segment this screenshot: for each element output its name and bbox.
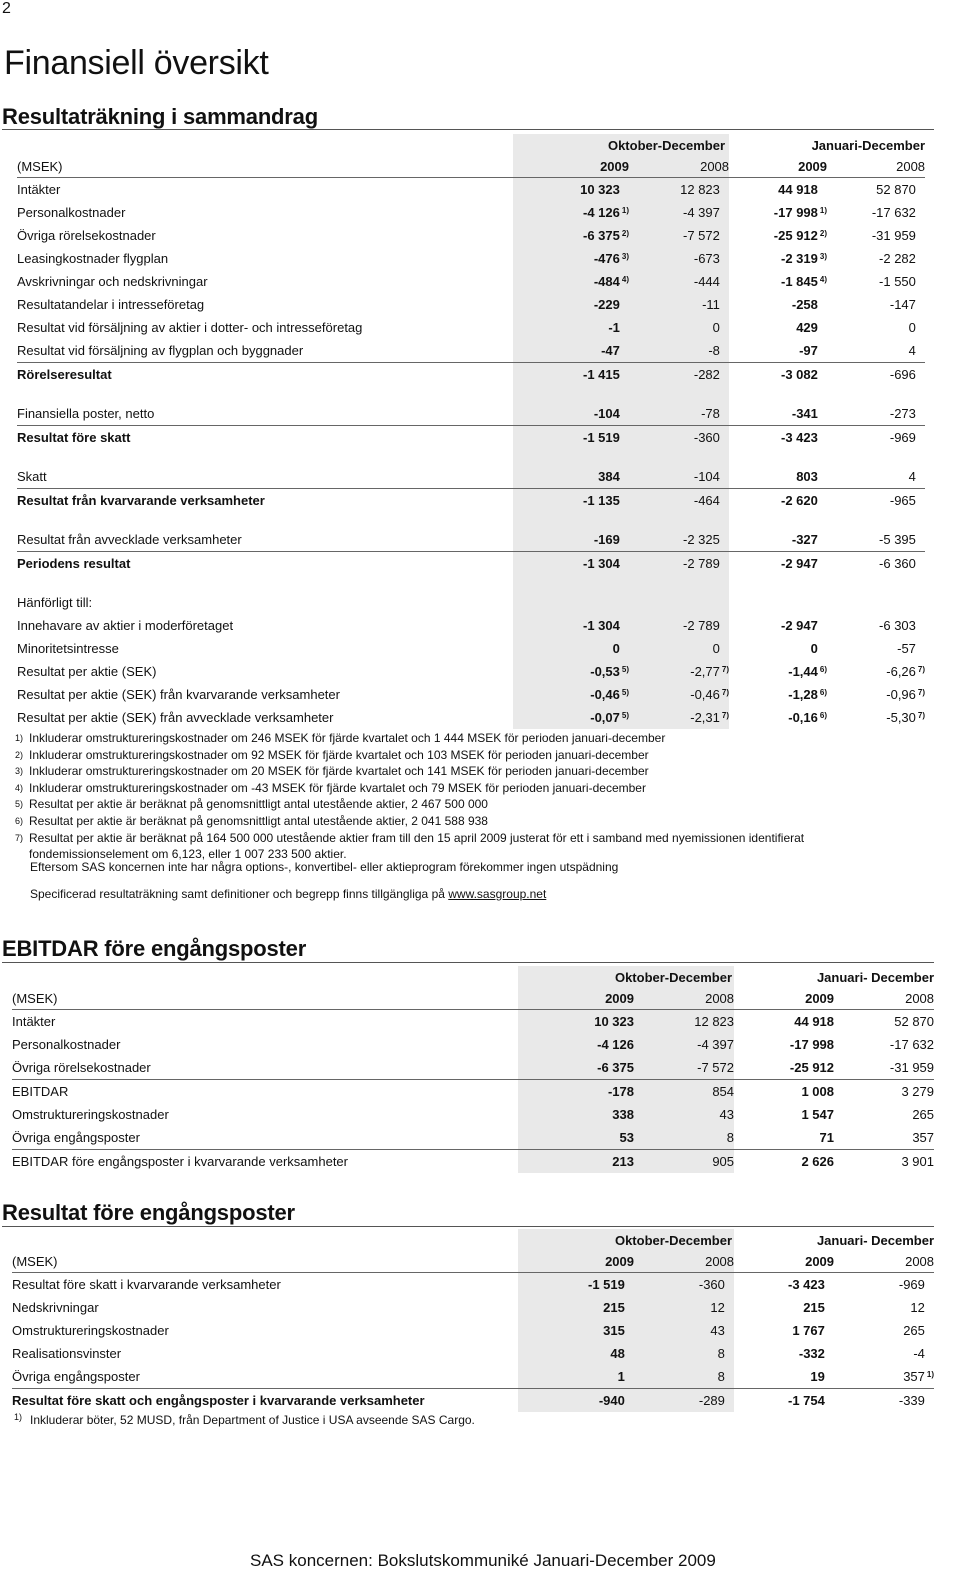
footnote-ref: 7) xyxy=(721,688,730,697)
table-row xyxy=(12,1033,934,1056)
cell-value: -104 xyxy=(629,465,729,489)
cell-value: -5 395 xyxy=(827,528,925,552)
unit-label: (MSEK) xyxy=(12,1251,518,1273)
footnote-ref: 4) xyxy=(819,275,828,284)
cell-value: -6 303 xyxy=(879,618,916,633)
cell-value: 429 xyxy=(796,320,818,335)
cell-value: 384 xyxy=(513,465,629,489)
table-row xyxy=(12,1080,934,1104)
year-header: 2008 xyxy=(629,156,729,178)
table-row xyxy=(17,363,925,387)
row-label: Resultat före skatt och engångsposter i kvarvarande verksamheter xyxy=(12,1393,425,1408)
cell-value: 52 870 xyxy=(894,1014,935,1029)
cell-value: -2 947 xyxy=(781,556,818,571)
cell-value: -360 xyxy=(629,426,729,450)
footnote: 3) Inkluderar omstruktureringskostnader om 20 MSEK för fjärde kvartalet och 141 MSEK för perioden januari-december xyxy=(15,764,649,779)
footnote: 5) Resultat per aktie är beräknat på genomsnittligt antal utestående aktier, 2 467 500 000 xyxy=(15,797,488,812)
year-header: 2009 xyxy=(729,156,827,178)
table-row xyxy=(12,1010,934,1034)
cell-value: -104 xyxy=(513,402,629,426)
cell-value: -273 xyxy=(827,402,925,426)
row-label: Innehavare av aktier i moderföretaget xyxy=(17,618,234,633)
cell-value: -0,96 $^{7)}$ xyxy=(886,687,926,702)
table-row xyxy=(17,270,925,293)
table-row xyxy=(17,339,925,363)
table-row xyxy=(12,1150,934,1174)
cell-value: -0,16 $^{6)}$ xyxy=(788,710,828,725)
table-row xyxy=(12,1365,934,1389)
cell-value: -1 550 xyxy=(879,274,916,289)
cell-value: -2 325 xyxy=(629,528,729,552)
cell-value: 0 xyxy=(629,316,729,339)
cell-value: 357 $^{1)}$ xyxy=(834,1365,934,1389)
cell-value: -0,46 $^{5)}$ xyxy=(513,683,629,706)
cell-value: -360 xyxy=(634,1273,734,1297)
row-label: Övriga engångsposter xyxy=(12,1126,518,1150)
section-heading-result-before-items: Resultat före engångsposter xyxy=(2,1200,295,1225)
cell-value: -1,28 $^{6)}$ xyxy=(788,687,828,702)
cell-value: -0,53 $^{5)}$ xyxy=(513,660,629,683)
row-label: Avskrivningar och nedskrivningar xyxy=(17,274,208,289)
cell-value: -1 754 xyxy=(788,1393,825,1408)
cell-value: -31 959 xyxy=(871,228,916,243)
cell-value: 0 xyxy=(513,637,629,660)
cell-value: 43 xyxy=(634,1319,734,1342)
cell-value: 12 823 xyxy=(629,178,729,202)
cell-value: -2 789 xyxy=(629,614,729,637)
col-group-jan-dec: Januari-December xyxy=(811,137,926,153)
cell-value: 1 547 xyxy=(801,1107,835,1122)
table-row xyxy=(17,247,925,270)
table-row xyxy=(12,1389,934,1413)
cell-value: -229 xyxy=(513,293,629,316)
row-label: Övriga rörelsekostnader xyxy=(17,228,156,243)
row-label: Skatt xyxy=(17,465,513,489)
cell-value: -2 789 xyxy=(629,552,729,576)
footnote-ref: 5) xyxy=(621,688,629,697)
cell-value: -673 xyxy=(629,247,729,270)
col-group-oct-dec: Oktober-December xyxy=(518,966,734,988)
table-row xyxy=(12,1342,934,1365)
cell-value: -289 xyxy=(634,1389,734,1413)
footnote: 6) Resultat per aktie är beräknat på genomsnittligt antal utestående aktier, 2 041 588 938 xyxy=(15,813,488,828)
footnote-ref: 6) xyxy=(819,665,828,674)
cell-value: 803 xyxy=(729,465,827,489)
cell-value: -1 845 $^{4)}$ xyxy=(781,274,828,289)
cell-value: 4 xyxy=(827,339,925,363)
cell-value: 3 901 xyxy=(901,1154,935,1169)
cell-value: -17 632 xyxy=(889,1037,935,1052)
row-label: Personalkostnader xyxy=(17,205,126,220)
year-header: 2008 xyxy=(634,1251,734,1273)
section-heading-ebitdar: EBITDAR före engångsposter xyxy=(2,936,307,961)
cell-value: 53 xyxy=(518,1126,634,1150)
page-title: Finansiell översikt xyxy=(4,44,269,82)
footnote-ref: 2) xyxy=(621,229,629,238)
row-label: Intäkter xyxy=(12,1014,56,1029)
cell-value: 0 xyxy=(908,320,916,335)
table-row xyxy=(12,1296,934,1319)
income-statement-table xyxy=(17,134,925,729)
cell-value: -6,26 $^{7)}$ xyxy=(886,664,926,679)
footnote-ref: 7) xyxy=(721,711,730,720)
cell-value: -940 xyxy=(518,1389,634,1413)
footnote-mark: 1) xyxy=(14,1412,23,1422)
cell-value: -476 $^{3)}$ xyxy=(513,247,629,270)
cell-value: 19 xyxy=(734,1365,834,1389)
table-row xyxy=(17,293,925,316)
row-label: Finansiella poster, netto xyxy=(17,402,513,426)
cell-value: 3 279 xyxy=(901,1084,935,1099)
cell-value: 0 xyxy=(810,641,818,656)
cell-value: 10 323 xyxy=(513,178,629,202)
cell-value: -78 xyxy=(629,402,729,426)
cell-value: 1 xyxy=(518,1365,634,1389)
table-row xyxy=(17,528,925,552)
year-header: 2008 xyxy=(827,156,925,178)
cell-value: 12 xyxy=(634,1296,734,1319)
cell-value: 905 xyxy=(634,1150,734,1174)
year-header: 2008 xyxy=(834,988,934,1010)
cell-value: 12 xyxy=(910,1300,925,1315)
cell-value: -6 360 xyxy=(879,556,916,571)
cell-value: -1 415 xyxy=(513,363,629,387)
footnote-ref: 4) xyxy=(621,275,629,284)
cell-value: 338 xyxy=(518,1103,634,1126)
footnote-text: Inkluderar böter, 52 MUSD, från Department of Justice i USA avseende SAS Cargo. xyxy=(30,1413,475,1427)
year-header: 2009 xyxy=(513,156,629,178)
unit-label: (MSEK) xyxy=(12,988,518,1010)
year-header: 2009 xyxy=(734,988,834,1010)
section-heading-income-statement: Resultaträkning i sammandrag xyxy=(2,104,318,129)
cell-value: -1 xyxy=(513,316,629,339)
cell-value: 8 xyxy=(634,1126,734,1150)
cell-value: -3 423 xyxy=(788,1277,825,1292)
row-label: Hänförligt till: xyxy=(17,595,93,610)
row-label: Övriga engångsposter xyxy=(12,1365,518,1389)
cell-value: 12 823 xyxy=(634,1010,734,1034)
cell-value: -2 282 xyxy=(879,251,916,266)
cell-value: 265 xyxy=(903,1323,925,1338)
year-header: 2009 xyxy=(518,1251,634,1273)
section3-footnote xyxy=(14,1412,475,1427)
row-label: Periodens resultat xyxy=(17,556,131,571)
cell-value: -969 xyxy=(889,430,916,445)
cell-value: 10 323 xyxy=(518,1010,634,1034)
row-label: Omstruktureringskostnader xyxy=(12,1323,169,1338)
cell-value: -282 xyxy=(629,363,729,387)
row-label: Minoritetsintresse xyxy=(17,641,119,656)
cell-value: -1 135 xyxy=(513,489,629,513)
row-label: EBITDAR före engångsposter i kvarvarande verksamheter xyxy=(12,1154,348,1169)
cell-value: -4 397 xyxy=(634,1033,734,1056)
row-label: Nedskrivningar xyxy=(12,1300,99,1315)
footnote: 4) Inkluderar omstruktureringskostnader om -43 MSEK för fjärde kvartalet och 79 MSEK för perioden januari-december xyxy=(15,780,646,795)
cell-value: 48 xyxy=(518,1342,634,1365)
cell-value: -484 $^{4)}$ xyxy=(513,270,629,293)
table-row xyxy=(12,1103,934,1126)
footnote-ref: 7) xyxy=(917,688,926,697)
table-row xyxy=(17,706,925,729)
cell-value: -339 xyxy=(898,1393,925,1408)
cell-value: 43 xyxy=(634,1103,734,1126)
cell-value: -7 572 xyxy=(629,224,729,247)
row-label: EBITDAR xyxy=(12,1084,69,1099)
col-group-oct-dec: Oktober-December xyxy=(518,1229,734,1251)
cell-value: -2,77 $^{7)}$ xyxy=(629,660,729,683)
cell-value: -1 519 xyxy=(518,1273,634,1297)
cell-value: 71 xyxy=(734,1126,834,1150)
cell-value: -6 375 xyxy=(518,1056,634,1080)
cell-value: -2 947 xyxy=(781,618,818,633)
cell-value: 357 xyxy=(834,1126,934,1150)
cell-value: -2,31 $^{7)}$ xyxy=(629,706,729,729)
dilution-note: Eftersom SAS koncernen inte har några options-, konvertibel- eller aktieprogram förekommer ingen utspädning xyxy=(30,860,619,874)
cell-value xyxy=(827,591,925,614)
cell-value: -4 397 xyxy=(629,201,729,224)
cell-value: 8 xyxy=(634,1342,734,1365)
cell-value: -17 998 xyxy=(789,1037,835,1052)
cell-value: -341 xyxy=(729,402,827,426)
cell-value: -25 912 $^{2)}$ xyxy=(773,228,828,243)
year-header: 2008 xyxy=(634,988,734,1010)
cell-value: -258 xyxy=(791,297,818,312)
table-row xyxy=(17,683,925,706)
row-label: Personalkostnader xyxy=(12,1037,121,1052)
cell-value: 1 008 xyxy=(801,1084,835,1099)
cell-value: -327 xyxy=(729,528,827,552)
cell-value: -178 xyxy=(518,1080,634,1104)
table-row xyxy=(17,552,925,576)
cell-value: 4 xyxy=(827,465,925,489)
table-row xyxy=(12,1126,934,1150)
row-label: Resultat från kvarvarande verksamheter xyxy=(17,493,265,508)
table-row xyxy=(17,426,925,450)
table-row xyxy=(12,1056,934,1080)
cell-value: -4 xyxy=(913,1346,925,1361)
cell-value: -97 xyxy=(729,339,827,363)
unit-label: (MSEK) xyxy=(17,156,513,178)
cell-value: 265 xyxy=(912,1107,935,1122)
cell-value: 0 xyxy=(629,637,729,660)
spec-note xyxy=(30,887,546,901)
row-label: Resultat från avvecklade verksamheter xyxy=(17,528,513,552)
cell-value: 213 xyxy=(518,1150,634,1174)
cell-value: -5,30 $^{7)}$ xyxy=(886,710,926,725)
footnote-ref: 7) xyxy=(917,711,926,720)
cell-value: 215 xyxy=(803,1300,825,1315)
row-label: Övriga rörelsekostnader xyxy=(12,1056,518,1080)
footnote-ref: 2) xyxy=(819,229,828,238)
cell-value: -332 xyxy=(798,1346,825,1361)
cell-value: -147 xyxy=(889,297,916,312)
row-label: Leasingkostnader flygplan xyxy=(17,251,169,266)
col-group-jan-dec: Januari- December xyxy=(816,969,935,985)
cell-value: -0,07 $^{5)}$ xyxy=(513,706,629,729)
footnote-ref: 5) xyxy=(621,711,629,720)
cell-value: -696 xyxy=(889,367,916,382)
cell-value xyxy=(629,591,729,614)
cell-value: 52 870 xyxy=(876,182,916,197)
cell-value: -31 959 xyxy=(834,1056,934,1080)
table-row xyxy=(17,637,925,660)
footnote: 2) Inkluderar omstruktureringskostnader om 92 MSEK för fjärde kvartalet och 103 MSEK för perioden januari-december xyxy=(15,747,649,762)
row-label: Resultat före skatt xyxy=(17,430,131,445)
cell-value: -7 572 xyxy=(634,1056,734,1080)
ebitdar-table xyxy=(12,966,934,1173)
year-header: 2008 xyxy=(834,1251,934,1273)
cell-value: -2 620 xyxy=(781,493,818,508)
row-label: Resultatandelar i intresseföretag xyxy=(17,297,205,312)
footnote-ref: 7) xyxy=(721,665,730,674)
cell-value: -464 xyxy=(629,489,729,513)
cell-value: -1 519 xyxy=(513,426,629,450)
cell-value: -2 319 $^{3)}$ xyxy=(781,251,828,266)
table-row xyxy=(17,224,925,247)
page-footer: SAS koncernen: Bokslutskommuniké Januari-December 2009 xyxy=(250,1551,716,1570)
cell-value: -17 632 xyxy=(871,205,916,220)
table-row xyxy=(12,1273,934,1297)
cell-value: 215 xyxy=(518,1296,634,1319)
row-label: Resultat vid försäljning av flygplan och byggnader xyxy=(17,339,513,363)
sasgroup-link[interactable]: www.sasgroup.net xyxy=(448,887,547,901)
spec-note-text: Specificerad resultaträkning samt definitioner och begrepp finns tillgängliga på xyxy=(30,887,449,901)
cell-value xyxy=(729,591,827,614)
footnote-ref: 1) xyxy=(819,206,828,215)
cell-value: -969 xyxy=(898,1277,925,1292)
table-row xyxy=(17,316,925,339)
cell-value: -57 xyxy=(897,641,916,656)
col-group-oct-dec: Oktober-December xyxy=(513,134,729,156)
table-row xyxy=(12,1319,934,1342)
cell-value: -8 xyxy=(629,339,729,363)
cell-value: -3 423 xyxy=(781,430,818,445)
cell-value: -444 xyxy=(629,270,729,293)
footnote-ref: 3) xyxy=(819,252,828,261)
row-label: Resultat vid försäljning av aktier i dotter- och intresseföretag xyxy=(17,320,363,335)
result-before-items-table xyxy=(12,1229,934,1412)
cell-value: -965 xyxy=(889,493,916,508)
footnote-ref: 7) xyxy=(917,665,926,674)
footnote-ref: 1) xyxy=(621,206,629,215)
table-row xyxy=(17,402,925,426)
table-row xyxy=(17,201,925,224)
cell-value: -6 375 $^{2)}$ xyxy=(513,224,629,247)
cell-value: -4 126 $^{1)}$ xyxy=(513,201,629,224)
cell-value: -0,46 $^{7)}$ xyxy=(629,683,729,706)
year-header: 2009 xyxy=(518,988,634,1010)
cell-value: 2 626 xyxy=(801,1154,835,1169)
cell-value xyxy=(513,591,629,614)
footnote-ref: 5) xyxy=(621,665,629,674)
row-label: Resultat före skatt i kvarvarande verksamheter xyxy=(12,1277,281,1292)
cell-value: 44 918 xyxy=(778,182,818,197)
row-label: Realisationsvinster xyxy=(12,1346,122,1361)
row-label: Omstruktureringskostnader xyxy=(12,1107,169,1122)
row-label: Resultat per aktie (SEK) från kvarvarande verksamheter xyxy=(17,687,340,702)
cell-value: -3 082 xyxy=(781,367,818,382)
table-row xyxy=(17,660,925,683)
cell-value: -1 304 xyxy=(513,552,629,576)
footnote-ref: 6) xyxy=(819,688,828,697)
row-label: Resultat per aktie (SEK) från avvecklade verksamheter xyxy=(17,710,334,725)
year-header: 2009 xyxy=(734,1251,834,1273)
row-label: Intäkter xyxy=(17,182,61,197)
cell-value: 854 xyxy=(634,1080,734,1104)
footnote: 7) Resultat per aktie är beräknat på 164 500 000 utestående aktier fram till den 15 april 2009 justerat för ett i samband med nyemissionen identifierat fondemissionselement om 6,123, eller 1 007 233 500 aktier. xyxy=(15,830,805,862)
footnote-ref: 1) xyxy=(926,1370,935,1379)
cell-value: 44 918 xyxy=(794,1014,835,1029)
footnote-ref: 3) xyxy=(621,252,629,261)
table-row xyxy=(17,591,925,614)
cell-value: 315 xyxy=(518,1319,634,1342)
cell-value: -11 xyxy=(629,293,729,316)
table-row xyxy=(17,178,925,202)
table-row xyxy=(17,614,925,637)
page-number: 2 xyxy=(2,0,11,17)
table-row xyxy=(17,465,925,489)
cell-value: -169 xyxy=(513,528,629,552)
table-row xyxy=(17,489,925,513)
row-label: Rörelseresultat xyxy=(17,367,112,382)
cell-value: -1 304 xyxy=(513,614,629,637)
footnote-ref: 6) xyxy=(819,711,828,720)
col-group-jan-dec: Januari- December xyxy=(816,1232,935,1248)
cell-value: 1 767 xyxy=(792,1323,825,1338)
cell-value: -17 998 $^{1)}$ xyxy=(773,205,828,220)
footnote: 1) Inkluderar omstruktureringskostnader om 246 MSEK för fjärde kvartalet och 1 444 MSEK för perioden januari-december xyxy=(15,731,666,745)
cell-value: -1,44 $^{6)}$ xyxy=(788,664,828,679)
footnotes xyxy=(15,730,875,863)
cell-value: -47 xyxy=(513,339,629,363)
cell-value: 8 xyxy=(634,1365,734,1389)
row-label: Resultat per aktie (SEK) xyxy=(17,664,157,679)
cell-value: -25 912 xyxy=(734,1056,834,1080)
cell-value: -4 126 xyxy=(518,1033,634,1056)
